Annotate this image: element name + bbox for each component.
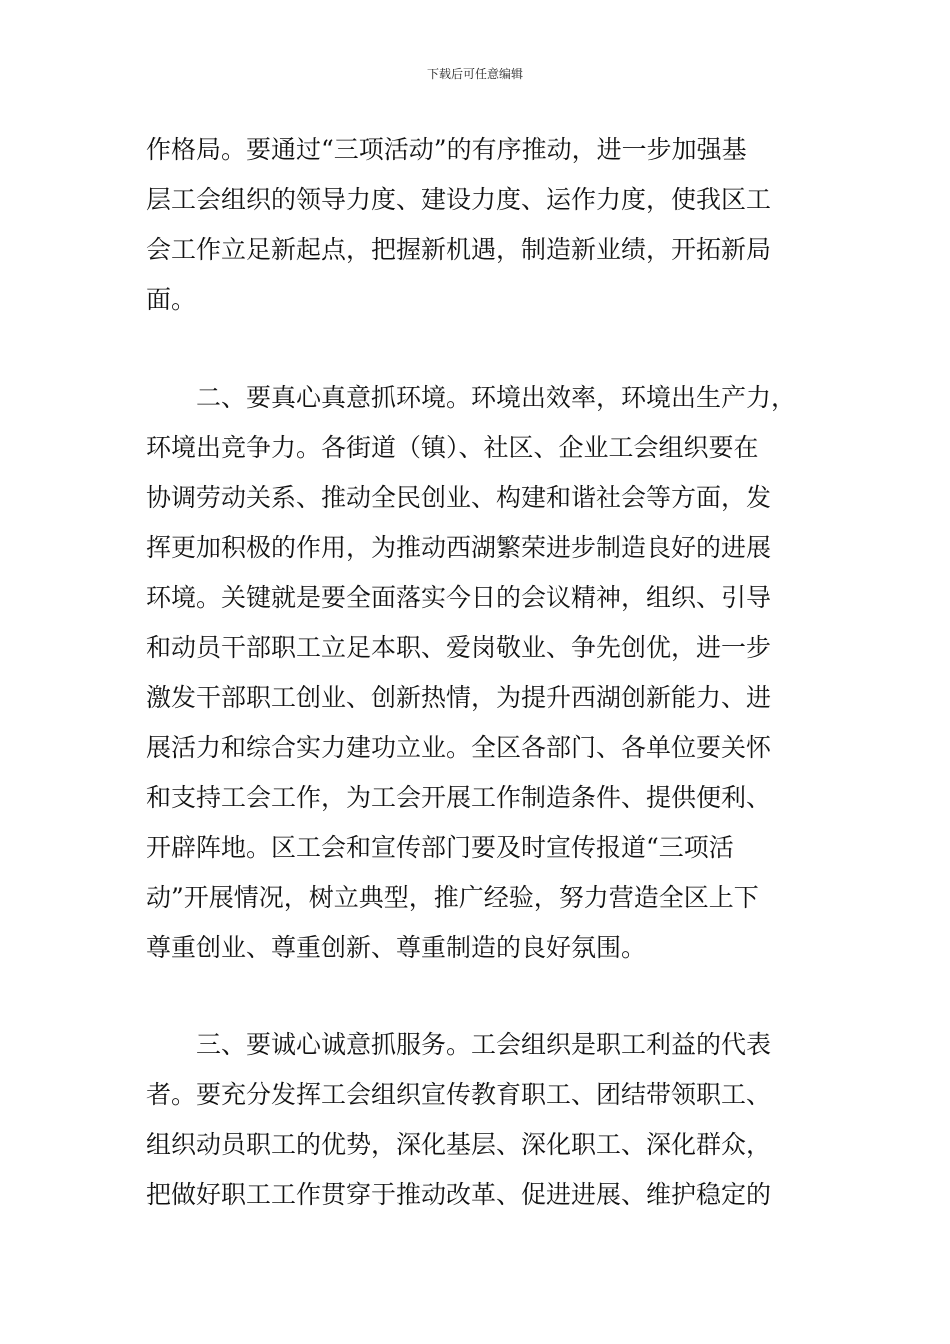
- paragraph-line: 二、要真心真意抓环境。环境出效率，环境出生产力，: [196, 383, 797, 412]
- paragraph-line: 动”开展情况，树立典型，推广经验，努力营造全区上下: [146, 883, 759, 912]
- paragraph-line: 尊重创业、尊重创新、尊重制造的良好氛围。: [146, 933, 647, 962]
- paragraph-line: 把做好职工工作贯穿于推动改革、促进进展、维护稳定的: [146, 1180, 772, 1209]
- paragraph-line: 和支持工会工作，为工会开展工作制造条件、提供便利、: [146, 783, 772, 812]
- paragraph-line: 作格局。要通过“三项活动”的有序推动，进一步加强基: [146, 135, 747, 164]
- paragraph-line: 环境出竞争力。各街道（镇）、社区、企业工会组织要在: [146, 433, 759, 462]
- paragraph-line: 和动员干部职工立足本职、爱岗敬业、争先创优，进一步: [146, 633, 772, 662]
- paragraph-line: 环境。关键就是要全面落实今日的会议精神，组织、引导: [146, 583, 772, 612]
- page-header: 下载后可任意编辑: [426, 67, 523, 81]
- paragraph-line: 者。要充分发挥工会组织宣传教育职工、团结带领职工、: [146, 1080, 772, 1109]
- paragraph-line: 组织动员职工的优势，深化基层、深化职工、深化群众，: [146, 1130, 772, 1159]
- paragraph-line: 层工会组织的领导力度、建设力度、运作力度，使我区工: [146, 185, 772, 214]
- paragraph-line: 展活力和综合实力建功立业。全区各部门、各单位要关怀: [146, 733, 772, 762]
- paragraph-line: 面。: [146, 285, 197, 314]
- paragraph-1: [146, 125, 816, 325]
- paragraph-line: 协调劳动关系、推动全民创业、构建和谐社会等方面，发: [146, 483, 772, 512]
- paragraph-line: 三、要诚心诚意抓服务。工会组织是职工利益的代表: [196, 1030, 772, 1059]
- paragraph-line: 挥更加积极的作用，为推动西湖繁荣进步制造良好的进展: [146, 533, 772, 562]
- paragraph-line: 开辟阵地。区工会和宣传部门要及时宣传报道“三项活: [146, 833, 734, 862]
- paragraph-line: 会工作立足新起点，把握新机遇，制造新业绩，开拓新局: [146, 235, 772, 264]
- paragraph-2: [146, 373, 816, 973]
- paragraph-line: 激发干部职工创业、创新热情，为提升西湖创新能力、进: [146, 683, 772, 712]
- paragraph-3: [146, 1020, 816, 1220]
